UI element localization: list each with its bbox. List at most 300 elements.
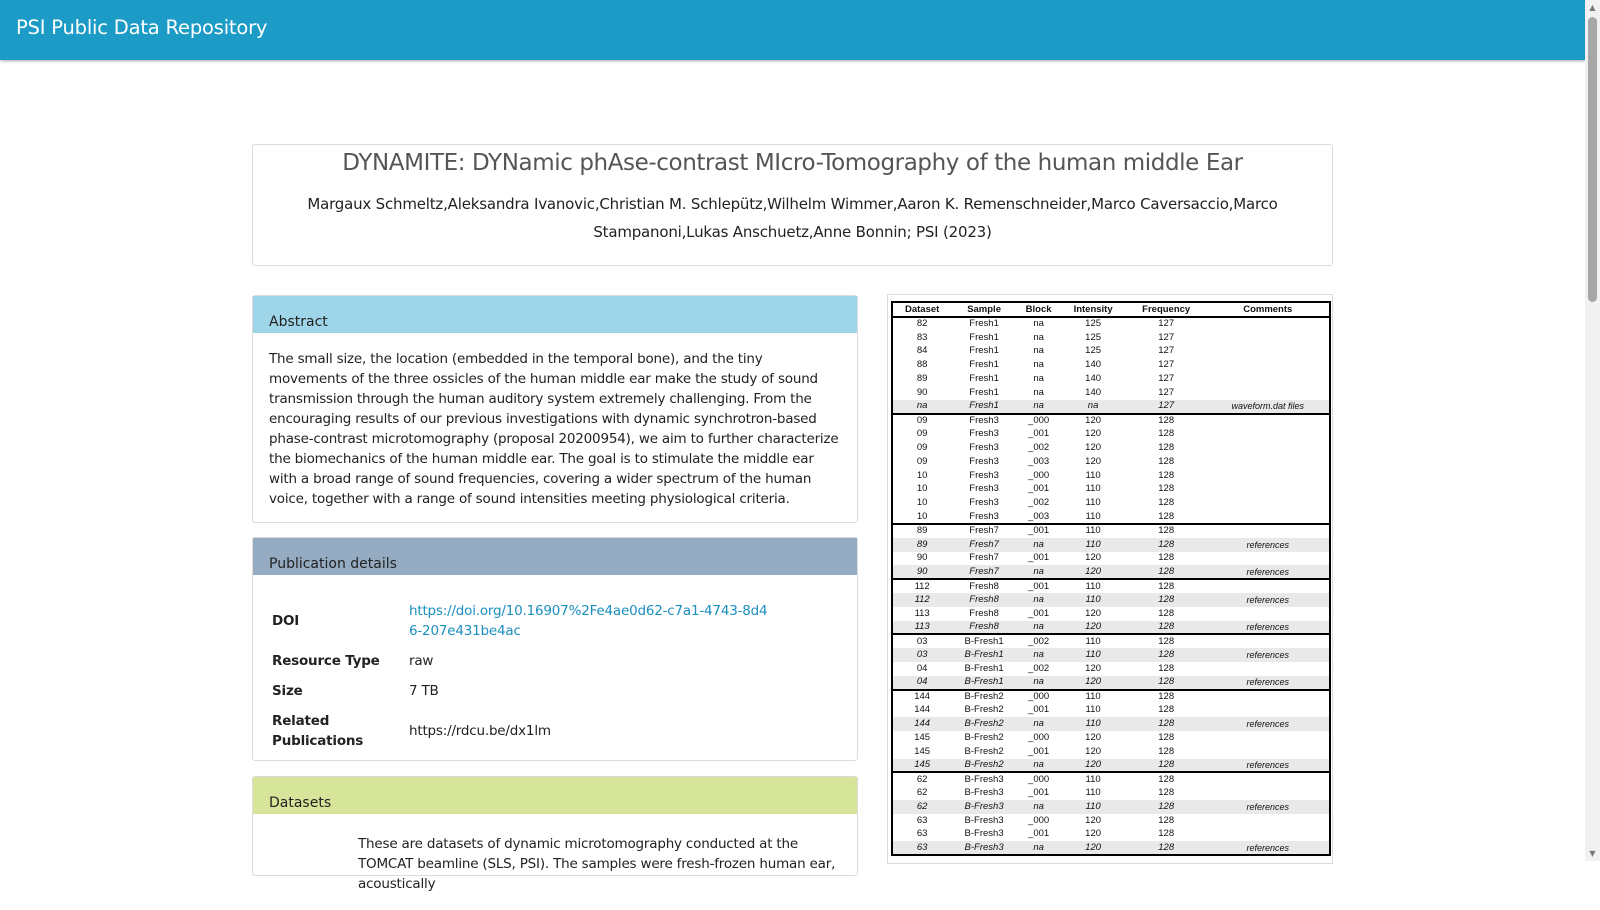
table-cell: 110	[1085, 786, 1101, 798]
table-row	[892, 538, 1330, 552]
table-cell: na	[1017, 759, 1060, 773]
table-cell: 09	[916, 428, 928, 440]
table-row	[892, 800, 1330, 814]
table-cell: 110	[1060, 538, 1126, 552]
table-cell: 120	[1085, 552, 1102, 564]
table-cell: 127	[1126, 400, 1207, 414]
table-row	[892, 731, 1330, 745]
abstract-panel	[252, 295, 858, 523]
dataset-table-image	[887, 294, 1333, 864]
table-cell: _002	[1028, 497, 1050, 509]
table-cell	[1207, 358, 1330, 372]
scrollbar-thumb[interactable]	[1588, 17, 1597, 302]
table-cell: 127	[1158, 345, 1175, 357]
table-cell: 120	[1085, 731, 1102, 743]
table-row	[892, 524, 1330, 538]
table-cell: na	[1017, 676, 1060, 690]
table-cell: _000	[1028, 731, 1050, 743]
table-cell: B-Fresh2	[964, 704, 1004, 716]
table-cell: 120	[1060, 621, 1126, 635]
table-row	[892, 676, 1330, 690]
table-cell: Fresh1	[969, 345, 999, 357]
table-cell: 110	[1060, 524, 1126, 538]
table-cell: references	[1207, 800, 1330, 814]
table-cell: 128	[1126, 414, 1207, 428]
table-cell: 110	[1085, 704, 1101, 716]
table-cell: 63	[916, 814, 928, 826]
publication-details-panel	[252, 537, 858, 761]
table-cell: 127	[1158, 373, 1175, 385]
table-cell: 128	[1158, 704, 1175, 716]
table-cell: 120	[1085, 607, 1102, 619]
top-navbar	[0, 0, 1585, 60]
table-row	[892, 317, 1330, 331]
dataset-table	[891, 301, 1331, 856]
table-cell: 113	[892, 621, 951, 635]
table-cell: 125	[1085, 331, 1102, 343]
table-cell	[1207, 441, 1330, 455]
table-cell: 120	[1085, 814, 1102, 826]
table-cell: 112	[892, 579, 951, 593]
table-row	[892, 703, 1330, 717]
table-cell: Fresh8	[951, 593, 1017, 607]
table-cell	[1207, 317, 1330, 331]
table-cell: 127	[1158, 386, 1175, 398]
table-cell: _001	[1028, 704, 1050, 716]
table-row	[892, 745, 1330, 759]
table-cell: B-Fresh2	[951, 759, 1017, 773]
table-cell: Fresh1	[951, 400, 1017, 414]
table-cell	[1207, 662, 1330, 676]
table-row	[892, 400, 1330, 414]
table-cell: B-Fresh1	[951, 648, 1017, 662]
table-cell: 140	[1085, 359, 1102, 371]
table-row	[892, 579, 1330, 593]
table-cell: na	[1033, 373, 1044, 385]
table-cell	[1207, 386, 1330, 400]
table-cell: _002	[1028, 442, 1050, 454]
table-cell: 09	[916, 455, 928, 467]
table-cell: 09	[916, 442, 928, 454]
table-cell: 110	[1085, 469, 1101, 481]
table-row	[892, 621, 1330, 635]
table-cell: 125	[1085, 318, 1102, 330]
table-cell: 128	[1158, 814, 1175, 826]
table-cell: na	[1033, 359, 1044, 371]
table-cell: B-Fresh1	[951, 676, 1017, 690]
table-cell: na	[1033, 386, 1044, 398]
table-cell: na	[1017, 538, 1060, 552]
table-cell: Fresh3	[969, 428, 999, 440]
table-cell: Fresh3	[969, 469, 999, 481]
resource-type-row	[272, 646, 789, 676]
table-cell	[1207, 607, 1330, 621]
table-cell: waveform.dat files	[1207, 400, 1330, 414]
size-label: Size	[272, 683, 303, 699]
table-cell: references	[1207, 621, 1330, 635]
table-cell: B-Fresh2	[951, 690, 1017, 704]
table-cell: 09	[892, 414, 951, 428]
table-cell: na	[892, 400, 951, 414]
doi-label: DOI	[272, 613, 300, 629]
table-cell: 127	[1158, 318, 1175, 330]
table-cell: 03	[892, 634, 951, 648]
table-cell	[1207, 469, 1330, 483]
table-cell: 04	[892, 676, 951, 690]
table-cell: 110	[1060, 772, 1126, 786]
table-cell: 127	[1158, 331, 1175, 343]
table-row	[892, 841, 1330, 855]
table-cell: B-Fresh3	[964, 828, 1004, 840]
table-row	[892, 634, 1330, 648]
table-cell: Fresh1	[969, 359, 999, 371]
table-cell: references	[1207, 538, 1330, 552]
table-cell: _003	[1028, 510, 1050, 522]
table-cell: Fresh3	[951, 414, 1017, 428]
table-cell: 120	[1060, 565, 1126, 579]
table-row	[892, 717, 1330, 731]
table-row	[892, 662, 1330, 676]
table-cell: 90	[916, 386, 928, 398]
title-card	[252, 144, 1333, 266]
table-cell: 144	[892, 717, 951, 731]
table-cell: Fresh7	[951, 524, 1017, 538]
table-cell: 120	[1085, 662, 1102, 674]
table-cell: 128	[1126, 565, 1207, 579]
table-cell: 128	[1158, 469, 1175, 481]
table-cell: 128	[1126, 841, 1207, 855]
table-cell: references	[1207, 593, 1330, 607]
datasets-panel	[252, 776, 858, 892]
datasets-text: These are datasets of dynamic microtomography conducted at the TOMCAT beamline (SLS, PSI). The samples were fresh-frozen human ear, acoustically	[358, 836, 836, 892]
table-cell: Fresh7	[951, 565, 1017, 579]
table-cell: 128	[1158, 828, 1175, 840]
table-cell: na	[1017, 717, 1060, 731]
table-cell: na	[1017, 800, 1060, 814]
table-cell: B-Fresh3	[951, 800, 1017, 814]
table-cell: 84	[916, 345, 928, 357]
table-cell	[1207, 827, 1330, 841]
table-row	[892, 441, 1330, 455]
table-cell: na	[1033, 318, 1044, 330]
table-cell: 63	[916, 828, 928, 840]
table-row	[892, 358, 1330, 372]
table-cell: 120	[1085, 745, 1102, 757]
table-cell: 128	[1126, 676, 1207, 690]
table-cell: references	[1207, 759, 1330, 773]
table-cell: _001	[1028, 483, 1050, 495]
table-cell	[1207, 345, 1330, 359]
table-cell: _003	[1028, 455, 1050, 467]
table-row	[892, 427, 1330, 441]
table-cell: Fresh3	[969, 455, 999, 467]
table-cell: Fresh7	[951, 538, 1017, 552]
table-cell: Fresh8	[951, 621, 1017, 635]
table-cell: 10	[916, 469, 928, 481]
related-publications-label: Related Publications	[272, 713, 364, 749]
table-row	[892, 648, 1330, 662]
related-publications-row	[272, 706, 789, 756]
table-cell: Fresh1	[969, 331, 999, 343]
table-cell: B-Fresh1	[964, 662, 1004, 674]
table-cell: B-Fresh2	[951, 717, 1017, 731]
table-cell: 128	[1126, 648, 1207, 662]
table-cell: B-Fresh2	[964, 731, 1004, 743]
table-cell: 89	[892, 538, 951, 552]
table-cell: 120	[1060, 676, 1126, 690]
table-cell: B-Fresh1	[951, 634, 1017, 648]
publication-details-table	[272, 596, 789, 756]
table-cell: 128	[1126, 634, 1207, 648]
table-cell: _000	[1028, 814, 1050, 826]
table-cell	[1207, 634, 1330, 648]
table-cell	[1207, 524, 1330, 538]
table-cell: 110	[1085, 497, 1101, 509]
table-row	[892, 331, 1330, 345]
table-cell: 110	[1060, 593, 1126, 607]
table-cell: 88	[916, 359, 928, 371]
table-cell	[1207, 414, 1330, 428]
table-cell: 120	[1060, 759, 1126, 773]
table-header-row	[892, 302, 1330, 317]
table-row	[892, 345, 1330, 359]
table-row	[892, 372, 1330, 386]
table-cell: 110	[1060, 579, 1126, 593]
table-cell: 110	[1060, 690, 1126, 704]
table-cell	[1207, 814, 1330, 828]
table-cell	[1207, 552, 1330, 566]
table-row	[892, 759, 1330, 773]
table-cell: 90	[892, 565, 951, 579]
table-cell: B-Fresh3	[964, 786, 1004, 798]
table-cell: 110	[1060, 648, 1126, 662]
table-cell	[1207, 510, 1330, 524]
table-cell: references	[1207, 565, 1330, 579]
table-row	[892, 786, 1330, 800]
table-header-cell: Frequency	[1126, 302, 1207, 317]
table-cell: Fresh1	[969, 373, 999, 385]
table-cell: 125	[1085, 345, 1102, 357]
table-cell: _000	[1017, 414, 1060, 428]
table-cell: _001	[1028, 828, 1050, 840]
table-cell: 128	[1126, 772, 1207, 786]
page-scrollbar[interactable]	[1585, 0, 1600, 861]
table-row	[892, 827, 1330, 841]
table-cell: 89	[892, 524, 951, 538]
table-cell: _000	[1017, 772, 1060, 786]
table-header-cell: Dataset	[892, 302, 951, 317]
table-cell	[1207, 772, 1330, 786]
table-cell: Fresh3	[969, 442, 999, 454]
table-cell	[1207, 331, 1330, 345]
table-row	[892, 565, 1330, 579]
table-cell: 128	[1158, 455, 1175, 467]
table-cell: 128	[1158, 483, 1175, 495]
table-cell: Fresh3	[969, 497, 999, 509]
table-cell: 127	[1158, 359, 1175, 371]
table-cell: 83	[916, 331, 928, 343]
table-cell: B-Fresh2	[964, 745, 1004, 757]
table-cell: _001	[1028, 786, 1050, 798]
table-cell: na	[1017, 565, 1060, 579]
table-cell: _002	[1017, 634, 1060, 648]
table-cell: 82	[916, 318, 928, 330]
table-cell	[1207, 455, 1330, 469]
table-row	[892, 607, 1330, 621]
size-row	[272, 676, 789, 706]
table-cell: references	[1207, 676, 1330, 690]
table-cell: B-Fresh3	[951, 841, 1017, 855]
table-cell: 110	[1085, 483, 1101, 495]
table-cell: 145	[914, 731, 931, 743]
table-row	[892, 593, 1330, 607]
table-cell: 128	[1126, 538, 1207, 552]
table-cell: 128	[1158, 607, 1175, 619]
table-cell: 04	[916, 662, 928, 674]
scroll-down-icon[interactable]: ▼	[1589, 849, 1596, 858]
table-header-cell: Block	[1017, 302, 1060, 317]
table-cell: 128	[1126, 690, 1207, 704]
table-cell: Fresh3	[969, 510, 999, 522]
table-cell: 110	[1060, 717, 1126, 731]
table-cell: na	[1017, 621, 1060, 635]
table-cell: references	[1207, 841, 1330, 855]
table-cell: 62	[916, 786, 928, 798]
table-header-cell: Comments	[1207, 302, 1330, 317]
table-cell: _001	[1017, 524, 1060, 538]
table-cell	[1207, 731, 1330, 745]
doi-link[interactable]: https://doi.org/10.16907%2Fe4ae0d62-c7a1-4743-8d46-207e431be4ac	[409, 603, 768, 639]
table-cell: 10	[916, 510, 928, 522]
table-cell	[1207, 690, 1330, 704]
table-cell: 113	[914, 607, 930, 619]
table-row	[892, 469, 1330, 483]
table-cell	[1207, 427, 1330, 441]
table-row	[892, 414, 1330, 428]
table-cell: 89	[916, 373, 928, 385]
table-cell: Fresh3	[969, 483, 999, 495]
table-cell: 140	[1085, 386, 1102, 398]
table-cell: 128	[1158, 745, 1175, 757]
table-cell: 128	[1158, 786, 1175, 798]
table-cell: na	[1033, 331, 1044, 343]
table-body	[892, 317, 1330, 855]
table-row	[892, 814, 1330, 828]
table-cell: _001	[1028, 745, 1050, 757]
authors-line: Margaux Schmeltz,Aleksandra Ivanovic,Christian M. Schlepütz,Wilhelm Wimmer,Aaron K. Remenschneider,Marco Caversaccio,Marco Stampanoni,Lukas Anschuetz,Anne Bonnin; PSI (2023)	[307, 195, 1278, 241]
table-cell: 128	[1158, 731, 1175, 743]
table-cell: 10	[916, 483, 928, 495]
resource-type-label: Resource Type	[272, 653, 380, 669]
table-row	[892, 690, 1330, 704]
table-cell: na	[1017, 593, 1060, 607]
table-cell: 128	[1126, 717, 1207, 731]
publication-details-heading: Publication details	[253, 538, 857, 575]
table-cell	[1207, 496, 1330, 510]
table-cell: 145	[914, 745, 931, 757]
doi-row	[272, 596, 789, 646]
table-cell: 120	[1085, 428, 1102, 440]
table-cell: 110	[1085, 510, 1101, 522]
table-cell	[1207, 703, 1330, 717]
table-cell: 03	[892, 648, 951, 662]
table-cell: 144	[914, 704, 931, 716]
table-cell: 62	[892, 772, 951, 786]
table-cell: 128	[1126, 593, 1207, 607]
table-cell: references	[1207, 717, 1330, 731]
page-title: DYNAMITE: DYNamic phAse-contrast MIcro-Tomography of the human middle Ear	[342, 150, 1243, 176]
table-cell: Fresh8	[951, 579, 1017, 593]
table-cell: Fresh8	[969, 607, 999, 619]
table-cell: 128	[1158, 497, 1175, 509]
table-cell: 63	[892, 841, 951, 855]
table-cell: 140	[1085, 373, 1102, 385]
table-cell: 128	[1126, 800, 1207, 814]
table-cell: 128	[1158, 552, 1175, 564]
table-cell: na	[1017, 400, 1060, 414]
table-cell: 144	[892, 690, 951, 704]
abstract-heading: Abstract	[253, 296, 857, 333]
table-cell: Fresh1	[969, 386, 999, 398]
table-cell: _001	[1028, 552, 1050, 564]
table-cell: 120	[1085, 442, 1102, 454]
table-cell: 128	[1158, 510, 1175, 522]
table-cell	[1207, 372, 1330, 386]
table-cell: na	[1060, 400, 1126, 414]
table-cell: 110	[1060, 800, 1126, 814]
table-cell: _000	[1017, 690, 1060, 704]
table-cell: 90	[916, 552, 928, 564]
table-cell	[1207, 786, 1330, 800]
resource-type-value: raw	[409, 653, 434, 669]
table-cell: 145	[892, 759, 951, 773]
table-cell	[1207, 483, 1330, 497]
brand-link[interactable]: PSI Public Data Repository	[16, 16, 268, 39]
table-cell: 10	[916, 497, 928, 509]
table-cell: _002	[1028, 662, 1050, 674]
table-row	[892, 496, 1330, 510]
table-cell: references	[1207, 648, 1330, 662]
abstract-text: The small size, the location (embedded in the temporal bone), and the tiny movements of the three ossicles of the human middle ear make the study of sound transmission through the human auditory system extremely challenging. From the encouraging results of our previous investigations with dynamic synchrotron-based phase-contrast microtomography (proposal 20200954), we aim to further characterize the biomechanics of the human middle ear. The goal is to stimulate the middle ear with a broad range of sound frequencies, covering a wider spectrum of the human voice, together with a range of sound intensities meeting physiological criteria.	[269, 351, 839, 507]
table-cell: na	[1017, 648, 1060, 662]
table-header-cell: Sample	[951, 302, 1017, 317]
table-cell: B-Fresh3	[964, 814, 1004, 826]
table-cell: Fresh1	[969, 318, 999, 330]
table-row	[892, 455, 1330, 469]
table-cell: 120	[1085, 455, 1102, 467]
scroll-up-icon[interactable]: ▲	[1589, 3, 1596, 12]
table-cell	[1207, 579, 1330, 593]
table-cell: na	[1033, 345, 1044, 357]
table-row	[892, 510, 1330, 524]
table-cell: 62	[892, 800, 951, 814]
table-row	[892, 552, 1330, 566]
table-cell: 128	[1126, 759, 1207, 773]
table-header-cell: Intensity	[1060, 302, 1126, 317]
table-cell: 128	[1126, 524, 1207, 538]
table-row	[892, 483, 1330, 497]
table-cell: _001	[1017, 579, 1060, 593]
table-cell: 110	[1060, 634, 1126, 648]
table-row	[892, 772, 1330, 786]
table-cell: na	[1017, 841, 1060, 855]
table-cell: 128	[1158, 428, 1175, 440]
related-publications-value: https://rdcu.be/dx1lm	[409, 723, 551, 739]
table-cell: 120	[1060, 841, 1126, 855]
table-cell: 120	[1060, 414, 1126, 428]
table-cell: 128	[1126, 621, 1207, 635]
table-cell	[1207, 745, 1330, 759]
